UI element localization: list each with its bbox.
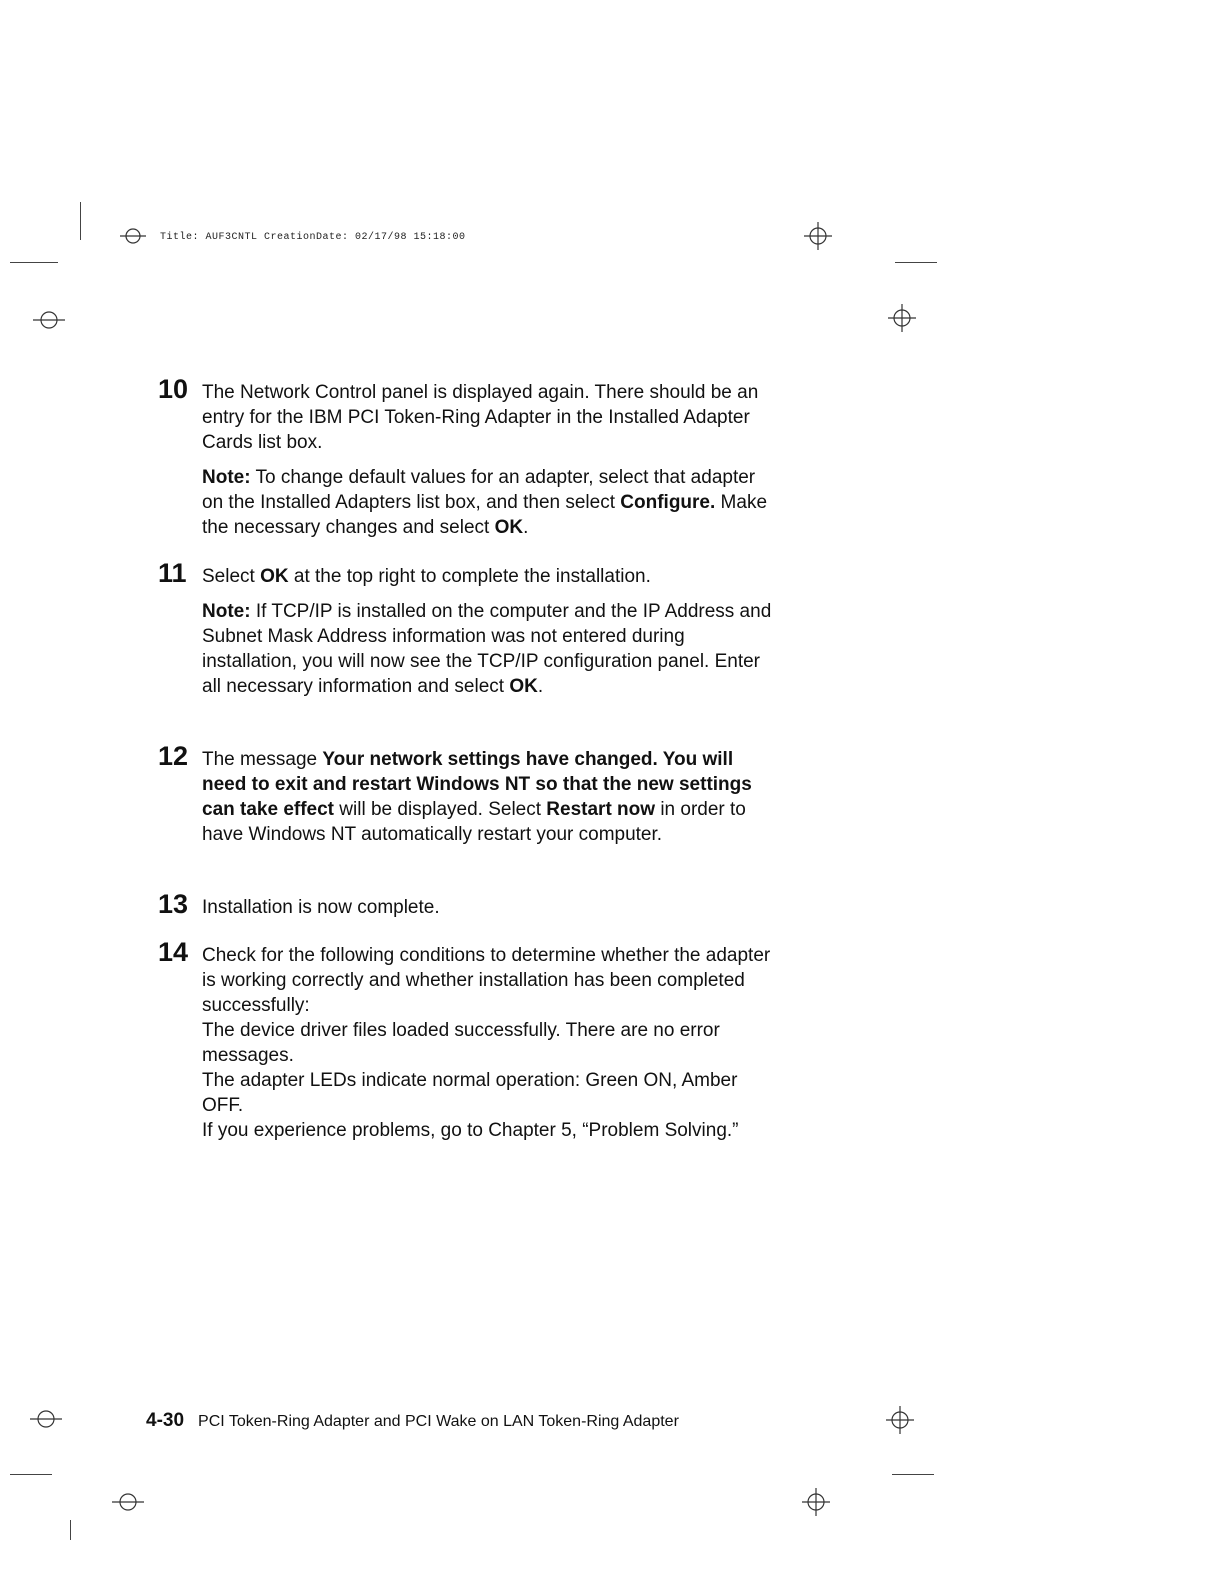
crop-line-horizontal [10, 262, 58, 263]
troubleshooting-text: If you experience problems, go to Chapter 5, “Problem Solving.” [202, 1120, 739, 1141]
step-text: Check for the following conditions to determine whether the adapter is working correctly and whether installation has been completed successfully: [202, 945, 771, 1016]
registration-crosshair-icon [886, 302, 918, 334]
note-text: . [537, 676, 544, 697]
step-text [202, 564, 778, 589]
message-text: Your network settings have changed. You will need to exit and restart Windows NT so that the new settings can take effect [202, 749, 752, 820]
crop-line-horizontal [895, 262, 937, 263]
step-text-part: at the top right to complete the installation. [288, 566, 651, 587]
step-text-part: Select [202, 566, 261, 587]
page-footer [146, 1410, 679, 1432]
note-label: Note: [202, 601, 251, 622]
step-text: Installation is now complete. [202, 897, 440, 918]
registration-circle-icon [28, 1409, 64, 1429]
step-text: The Network Control panel is displayed again. There should be an entry for the IBM PCI Token-Ring Adapter in the Installed Adapter Cards list box. [202, 382, 759, 453]
step-11 [158, 558, 778, 699]
crop-line-horizontal [892, 1474, 934, 1475]
step-text-part: The message [202, 749, 323, 770]
step-emphasis: OK [260, 566, 289, 587]
registration-crosshair-icon [802, 220, 834, 252]
step-text [202, 747, 778, 847]
note-label: Note: [202, 467, 251, 488]
condition-item: The adapter LEDs indicate normal operation: Green ON, Amber OFF. [202, 1070, 738, 1116]
note-text: To change default values for an adapter, select that adapter on the Installed Adapters list box, and then select [202, 467, 756, 513]
registration-crosshair-icon [884, 1404, 916, 1436]
page-number: 4-30 [146, 1410, 185, 1431]
step-12 [158, 741, 778, 847]
step-number: 13 [158, 889, 189, 919]
note-emphasis: Configure. [620, 492, 716, 513]
note-text: Make the necessary changes and select [202, 492, 768, 538]
note [202, 465, 778, 540]
registration-circle-icon [31, 310, 67, 330]
step-14 [158, 937, 778, 1143]
print-header: Title: AUF3CNTL CreationDate: 02/17/98 15:18:00 [160, 232, 466, 243]
step-text-part: will be displayed. Select [334, 799, 547, 820]
note-emphasis: OK [494, 517, 524, 538]
crop-line-vertical [70, 1520, 71, 1540]
registration-circle-icon [110, 1492, 146, 1512]
note-text: If TCP/IP is installed on the computer and the IP Address and Subnet Mask Address information was not entered during installation, you will now see the TCP/IP configuration panel. Enter all necessary information and select [202, 601, 772, 697]
step-number: 11 [158, 558, 187, 588]
step-text-part: in order to have Windows NT automatically restart your computer. [202, 799, 746, 845]
note [202, 599, 778, 699]
registration-circle-icon [118, 226, 148, 246]
step-number: 14 [158, 937, 189, 967]
crop-line-vertical [80, 202, 81, 240]
step-emphasis: Restart now [546, 799, 656, 820]
step-13 [158, 889, 778, 920]
step-number: 10 [158, 374, 189, 404]
step-number: 12 [158, 741, 189, 771]
note-text: . [523, 517, 529, 538]
registration-crosshair-icon [800, 1486, 832, 1518]
crop-line-horizontal [10, 1474, 52, 1475]
footer-title: PCI Token-Ring Adapter and PCI Wake on LAN Token-Ring Adapter [198, 1413, 679, 1430]
note-emphasis: OK [509, 676, 538, 697]
condition-item: The device driver files loaded successfully. There are no error messages. [202, 1020, 720, 1066]
step-10 [158, 374, 778, 540]
